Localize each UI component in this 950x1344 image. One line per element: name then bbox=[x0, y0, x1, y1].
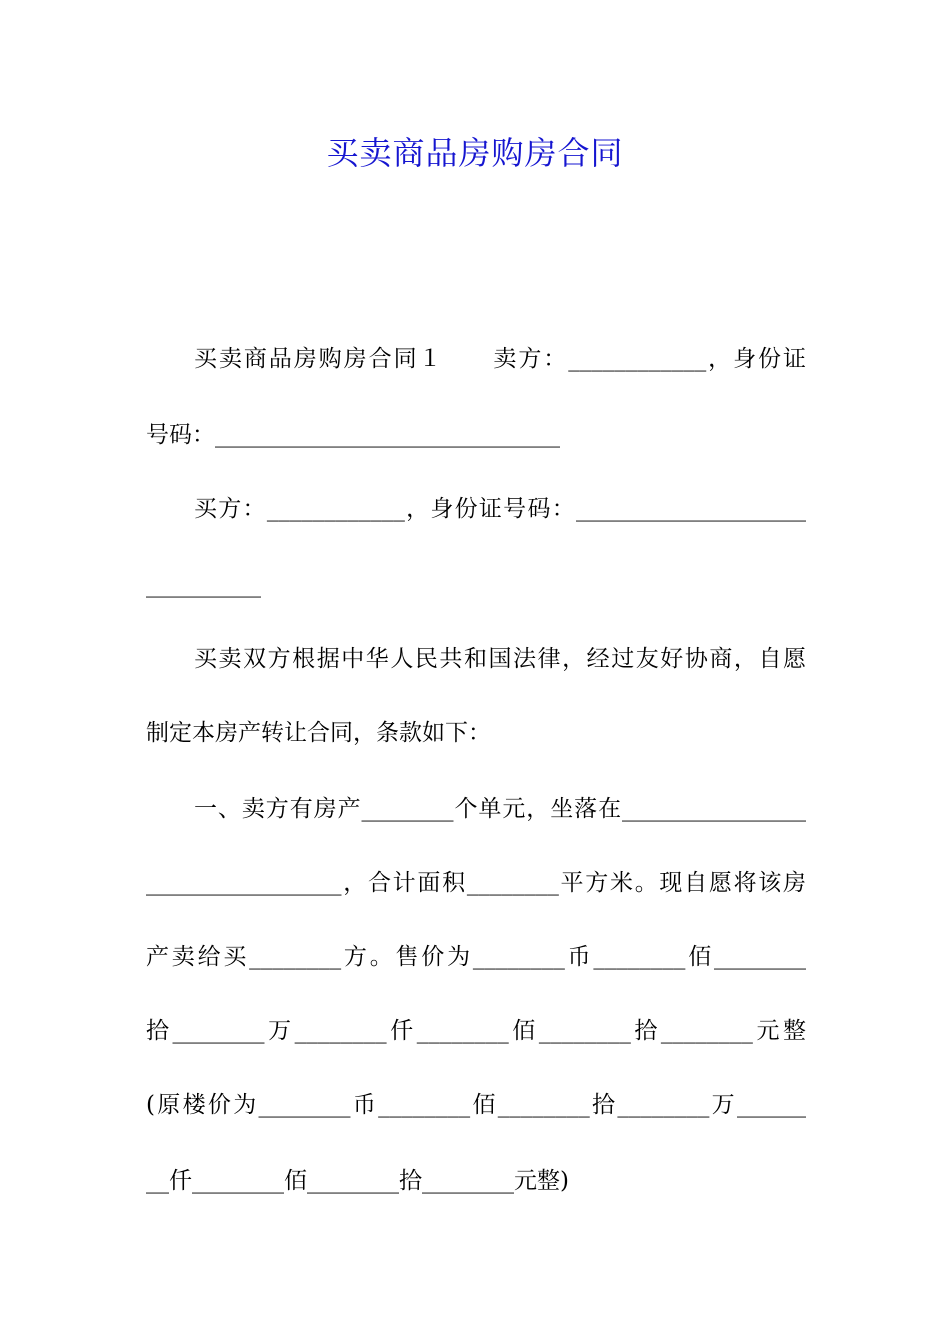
contract-line-9: 产卖给买________方。售价为________币________佰________ bbox=[146, 944, 806, 970]
contract-line-3: 买方：____________，身份证号码：____________________ bbox=[194, 496, 806, 522]
contract-line-11: (原楼价为________币________佰________拾________万______ bbox=[146, 1092, 806, 1118]
contract-line-6: 制定本房产转让合同，条款如下： bbox=[146, 720, 491, 746]
contract-line-8: _________________，合计面积________平方米。现自愿将该房 bbox=[146, 870, 806, 896]
contract-line-5: 买卖双方根据中华人民共和国法律，经过友好协商，自愿 bbox=[194, 646, 806, 672]
contract-line-4: __________ bbox=[146, 572, 261, 598]
contract-line-7: 一、卖方有房产________个单元，坐落在________________ bbox=[194, 796, 806, 822]
document-title: 买卖商品房购房合同 bbox=[326, 134, 624, 172]
contract-line-10: 拾________万________仟________佰________拾________元整 bbox=[146, 1018, 806, 1044]
contract-line-12: __仟________佰________拾________元整) bbox=[146, 1168, 569, 1194]
contract-line-1: 买卖商品房购房合同１ 卖方：____________，身份证 bbox=[194, 346, 806, 372]
contract-line-2: 号码：______________________________ bbox=[146, 422, 560, 448]
